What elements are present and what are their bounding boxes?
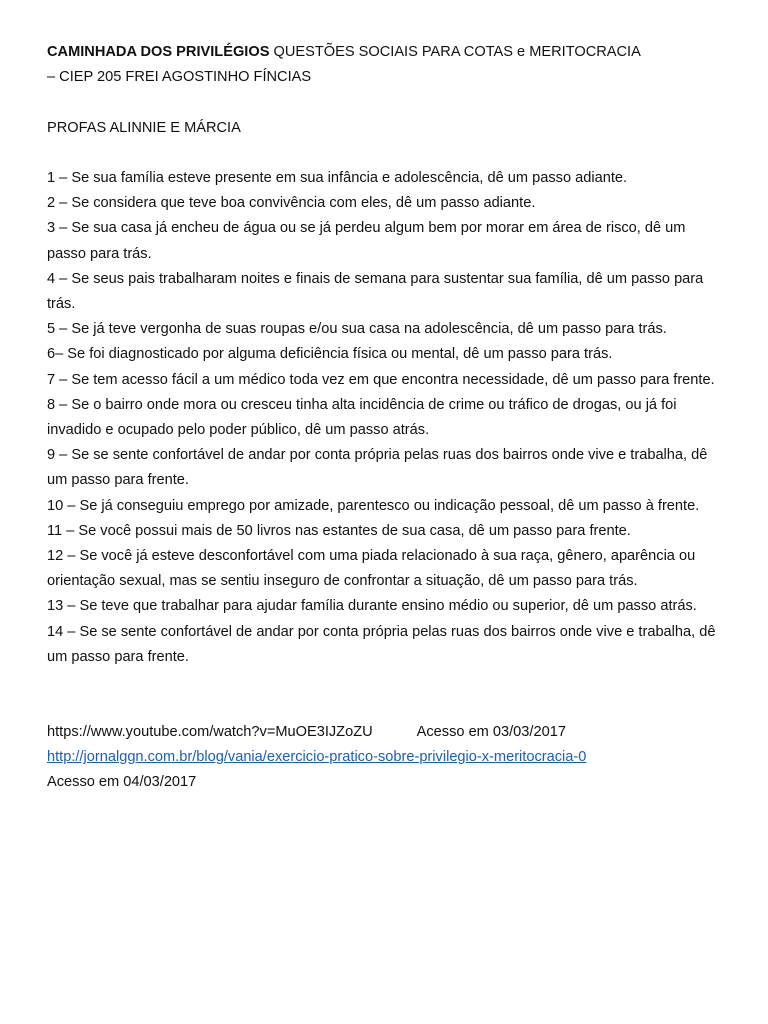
list-item: 12 – Se você já esteve desconfortável com uma piada relacionado à sua raça, gênero, aparência ou orientação sexual, mas se sentiu inseguro de confrontar a situação, dê um passo para trás. <box>47 548 696 590</box>
list-item: 6– Se foi diagnosticado por alguma deficiência física ou mental, dê um passo para trás. <box>47 346 613 363</box>
list-item: 3 – Se sua casa já encheu de água ou se já perdeu algum bem por morar em área de risco, dê um passo para trás. <box>47 220 686 262</box>
list-item: 13 – Se teve que trabalhar para ajudar família durante ensino médio ou superior, dê um passo atrás. <box>47 598 697 615</box>
list-item: 10 – Se já conseguiu emprego por amizade, parentesco ou indicação pessoal, dê um passo à frente. <box>47 497 700 514</box>
references <box>47 720 727 796</box>
title-bold: CAMINHADA DOS PRIVILÉGIOS <box>47 44 270 60</box>
teachers-line: PROFAS ALINNIE E MÁRCIA <box>47 119 241 136</box>
list-item: 4 – Se seus pais trabalharam noites e finais de semana para sustentar sua família, dê um passo para trás. <box>47 270 704 312</box>
question-list <box>47 166 727 670</box>
youtube-url-text: https://www.youtube.com/watch?v=MuOE3IJZoZU <box>47 724 373 741</box>
blog-link[interactable]: http://jornalggn.com.br/blog/vania/exercicio-pratico-sobre-privilegio-x-meritocracia-0 <box>47 749 587 766</box>
list-item: 8 – Se o bairro onde mora ou cresceu tinha alta incidência de crime ou tráfico de drogas, ou já foi invadido e ocupado pelo poder público, dê um passo atrás. <box>47 396 677 439</box>
list-item: 1 – Se sua família esteve presente em sua infância e adolescência, dê um passo adiante. <box>47 169 628 186</box>
list-item: 5 – Se já teve vergonha de suas roupas e/ou sua casa na adolescência, dê um passo para trás. <box>47 321 667 338</box>
list-item: 14 – Se se sente confortável de andar por conta própria pelas ruas dos bairros onde vive e trabalha, dê um passo para frente. <box>47 623 716 665</box>
document-subtitle: – CIEP 205 FREI AGOSTINHO FÍNCIAS <box>47 69 312 86</box>
spacer <box>47 141 727 166</box>
spacer <box>47 90 727 115</box>
list-item: 7 – Se tem acesso fácil a um médico toda vez em que encontra necessidade, dê um passo para frente. <box>47 371 715 388</box>
document-page <box>47 40 727 796</box>
reference-blog <box>47 745 727 770</box>
youtube-access-date: Acesso em 03/03/2017 <box>416 724 566 741</box>
document-title <box>47 40 727 65</box>
list-item: 9 – Se se sente confortável de andar por conta própria pelas ruas dos bairros onde vive e trabalha, dê um passo para frente. <box>47 447 708 489</box>
list-item: 2 – Se considera que teve boa convivência com eles, dê um passo adiante. <box>47 195 536 212</box>
list-item: 11 – Se você possui mais de 50 livros nas estantes de sua casa, dê um passo para frente. <box>47 522 631 539</box>
reference-youtube <box>47 720 727 745</box>
title-rest: QUESTÕES SOCIAIS PARA COTAS e MERITOCRACIA <box>269 44 641 60</box>
blog-access-date: Acesso em 04/03/2017 <box>47 774 197 791</box>
